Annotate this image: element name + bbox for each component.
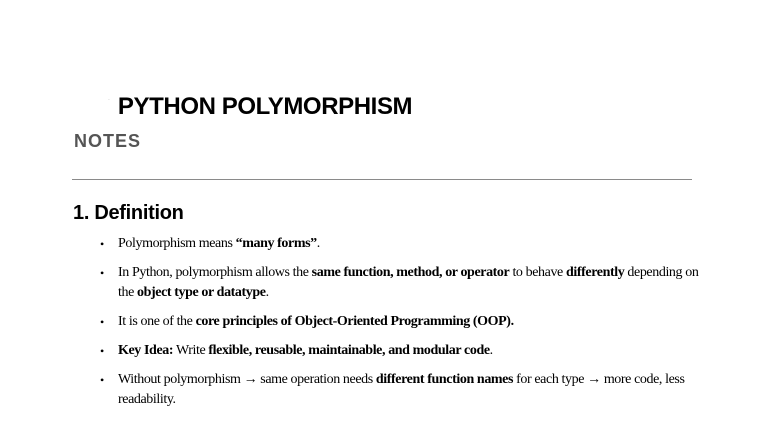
clipped-subtitle <box>74 131 142 151</box>
body-text: Write <box>173 343 209 358</box>
document-title: PYTHON POLYMORPHISM <box>117 93 413 120</box>
bullet-item <box>100 370 700 410</box>
bullet-dot-icon: • <box>100 266 104 280</box>
bullet-item <box>100 234 700 254</box>
title-marker: · <box>108 97 110 104</box>
bullet-dot-icon: • <box>100 373 104 387</box>
bold-text: “many forms” <box>235 236 317 251</box>
clipped-subtitle-text: NOTES <box>74 131 142 151</box>
bold-text: different function names <box>375 372 514 387</box>
body-text: Without polymorphism → same operation needs <box>118 372 376 387</box>
bullet-dot-icon: • <box>100 315 104 329</box>
body-text: . <box>316 236 320 251</box>
bullet-item <box>100 341 700 361</box>
bullet-item <box>100 263 700 303</box>
body-text: . <box>265 285 269 300</box>
horizontal-divider <box>72 179 692 180</box>
bold-text: flexible, reusable, maintainable, and modular code <box>208 343 490 358</box>
bullet-dot-icon: • <box>100 237 104 251</box>
body-text: depending on the <box>118 265 699 300</box>
bold-text: Key Idea: <box>118 343 174 358</box>
section-heading: 1. Definition <box>73 202 184 224</box>
body-text: In Python, polymorphism allows the <box>118 265 312 280</box>
body-text: . <box>489 343 493 358</box>
bold-text: same function, method, or operator <box>311 265 510 280</box>
body-text: Polymorphism means <box>118 236 236 251</box>
title-row <box>108 92 412 122</box>
bold-text: object type or datatype <box>137 285 266 300</box>
bullet-item <box>100 312 700 332</box>
body-text: It is one of the <box>118 314 196 329</box>
bold-text: differently <box>565 265 625 280</box>
bold-text: core principles of Object-Oriented Programming (OOP). <box>195 314 514 329</box>
bullet-list <box>100 234 700 419</box>
bullet-dot-icon: • <box>100 344 104 358</box>
body-text: to behave <box>509 265 566 280</box>
body-text: for each type → more code, less readability. <box>118 372 685 407</box>
